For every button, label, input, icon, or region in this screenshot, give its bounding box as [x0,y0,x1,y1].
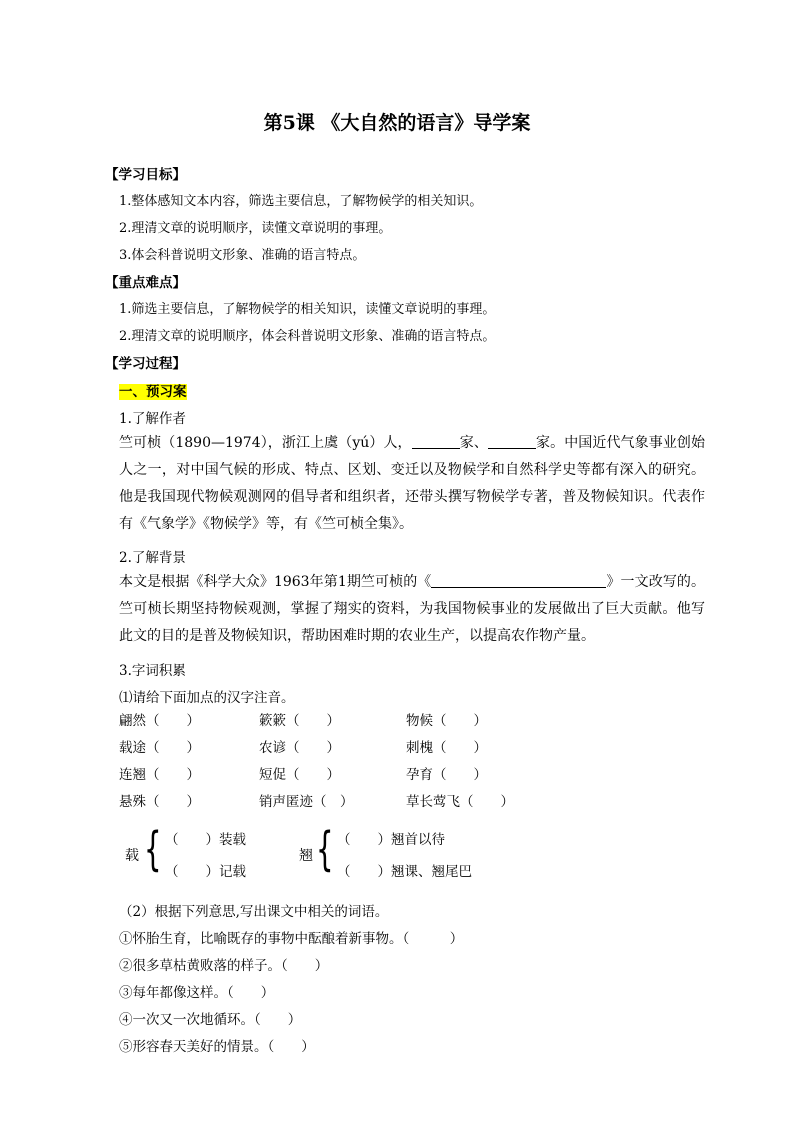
meaning-item: ⑤形容春天美好的情景。（ ） [119,1039,315,1055]
goals-heading: 【学习目标】 [105,167,186,183]
blank-1[interactable] [412,434,460,449]
goal-item-2: 2.理清文章的说明顺序，读懂文章说明的事理。 [119,221,392,236]
pinyin-item: 孕育（ ） [406,767,487,783]
blank-3[interactable] [431,573,606,588]
goal-item-3: 3.体会科普说明文形象、准确的语言特点。 [119,248,366,263]
pinyin-item: 刺槐（ ） [406,740,487,756]
pinyin-item: 物候（ ） [406,713,487,729]
bg-heading: 2.了解背景 [119,550,186,566]
pinyin-item: 短促（ ） [259,767,340,783]
author-text-2: 家、 [459,435,488,451]
question-2: （2）根据下列意思,写出课文中相关的词语。 [119,904,389,920]
process-heading: 【学习过程】 [105,356,186,372]
brace-icon: { [144,822,162,876]
meaning-item: ②很多草枯黄败落的样子。（ ） [119,958,329,974]
poly-reading-a: （ ）装载 [165,832,246,848]
bg-text-2: 》一文改写的。竺可桢长期坚持物候观测，掌握了翔实的资料，为我国物候事业的发展做出了巨大贡献。他写此文的目的是普及物候知识，帮助困难时期的农业生产，以提高农作物产量。 [119,574,705,644]
author-paragraph [119,430,705,538]
pinyin-item: 草长莺飞（ ） [406,794,514,810]
pinyin-item: 销声匿迹（ ） [259,794,354,810]
key-item-2: 2.理清文章的说明顺序，体会科普说明文形象、准确的语言特点。 [119,329,496,344]
pinyin-item: 簌簌（ ） [259,713,340,729]
author-text-3: 家。中国近代气象事业创始人之一，对中国气候的形成、特点、区划、变迁以及物候学和自然科学史等都有深入的研究。他是我国现代物候观测网的倡导者和组织者，还带头撰写物候学专著，普及物候知识。代表作有《气象学》《物候学》等，有《竺可桢全集》。 [119,435,706,532]
pinyin-item: 载途（ ） [119,740,200,756]
blank-2[interactable] [488,434,536,449]
author-text-1: 竺可桢（1890—1974），浙江上虞（yú）人， [119,435,412,451]
author-heading: 1.了解作者 [119,411,186,427]
meaning-item: ③每年都像这样。（ ） [119,985,275,1001]
brace-icon: { [316,822,334,876]
key-item-1: 1.筛选主要信息，了解物候学的相关知识，读懂文章说明的事理。 [119,302,496,317]
pinyin-item: 翩然（ ） [119,713,200,729]
preview-label: 一、预习案 [119,384,187,400]
poly-reading-b: （ ）记载 [165,864,246,880]
poly-reading-a: （ ）翘首以待 [337,832,445,848]
pinyin-item: 连翘（ ） [119,767,200,783]
question-1: ⑴请给下面加点的汉字注音。 [119,690,295,706]
poly-reading-b: （ ）翘课、翘尾巴 [337,864,472,880]
key-heading: 【重点难点】 [105,275,186,291]
poly-char-zai: 载 [125,848,139,864]
bg-text-1: 本文是根据《科学大众》1963年第1期竺可桢的《 [119,574,432,590]
goal-item-1: 1.整体感知文本内容，筛选主要信息，了解物候学的相关知识。 [119,194,483,209]
meaning-item: ④一次又一次地循环。（ ） [119,1012,302,1028]
words-heading: 3.字词积累 [119,663,186,679]
poly-char-qiao: 翘 [299,848,313,864]
page-title: 第5课 《大自然的语言》导学案 [263,112,531,134]
pinyin-item: 农谚（ ） [259,740,340,756]
pinyin-item: 悬殊（ ） [119,794,200,810]
bg-paragraph [119,569,705,650]
meaning-item: ①怀胎生育，比喻既存的事物中酝酿着新事物。（ ） [119,931,464,947]
